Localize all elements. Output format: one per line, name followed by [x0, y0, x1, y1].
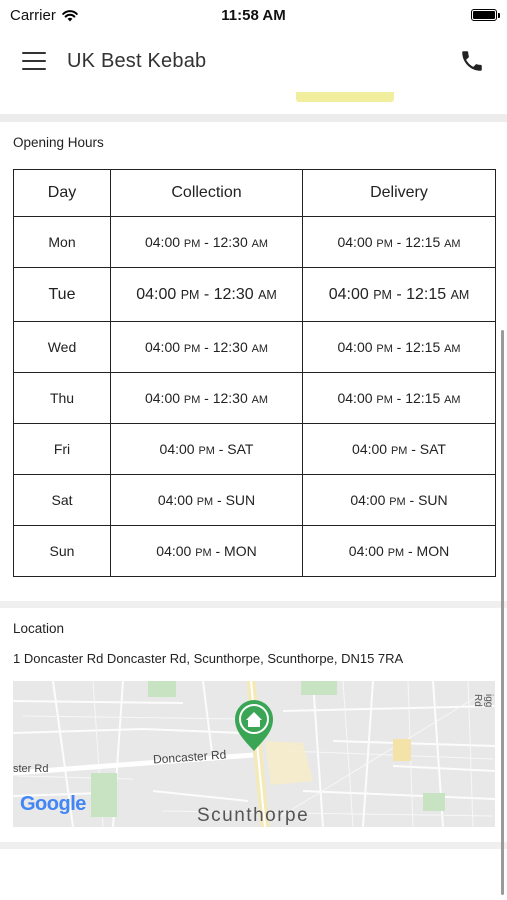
delivery-cell: 04:00 PM - SAT [303, 424, 496, 475]
previous-section-strip [0, 92, 507, 122]
opening-hours-table [13, 169, 496, 577]
road-label-left: ster Rd [13, 763, 49, 775]
day-cell: Tue [14, 268, 111, 322]
table-row [14, 475, 496, 526]
day-cell: Mon [14, 217, 111, 268]
status-bar [0, 0, 507, 30]
carrier-label: Carrier [10, 6, 56, 24]
collection-cell: 04:00 PM - 12:30 AM [111, 373, 303, 424]
section-divider [0, 842, 507, 849]
scrollbar[interactable] [501, 330, 504, 895]
location-map[interactable] [13, 681, 495, 827]
collection-cell: 04:00 PM - 12:30 AM [111, 217, 303, 268]
collection-cell: 04:00 PM - 12:30 AM [111, 268, 303, 322]
day-cell: Thu [14, 373, 111, 424]
address-text: 1 Doncaster Rd Doncaster Rd, Scunthorpe, Scunthorpe, DN15 7RA [13, 651, 404, 666]
table-row [14, 217, 496, 268]
delivery-cell: 04:00 PM - SUN [303, 475, 496, 526]
delivery-cell: 04:00 PM - 12:15 AM [303, 373, 496, 424]
hamburger-menu-icon[interactable] [22, 52, 46, 70]
wifi-icon [61, 9, 79, 22]
delivery-cell: 04:00 PM - 12:15 AM [303, 268, 496, 322]
status-time: 11:58 AM [221, 6, 286, 24]
day-cell: Wed [14, 322, 111, 373]
google-logo: Google [20, 793, 86, 815]
day-cell: Sat [14, 475, 111, 526]
opening-hours-title: Opening Hours [13, 135, 104, 150]
header-day: Day [14, 170, 111, 217]
collection-cell: 04:00 PM - SUN [111, 475, 303, 526]
city-label: Scunthorpe [197, 805, 310, 826]
collection-cell: 04:00 PM - MON [111, 526, 303, 577]
phone-icon[interactable] [459, 48, 485, 74]
table-header-row [14, 170, 496, 217]
table-row [14, 373, 496, 424]
road-label-doncaster: Doncaster Rd [152, 747, 227, 767]
section-divider [0, 601, 507, 608]
collection-cell: 04:00 PM - 12:30 AM [111, 322, 303, 373]
status-left [10, 7, 160, 24]
road-label-corner: igg Rd [472, 694, 494, 708]
table-row [14, 526, 496, 577]
table-row [14, 268, 496, 322]
delivery-cell: 04:00 PM - 12:15 AM [303, 217, 496, 268]
delivery-cell: 04:00 PM - MON [303, 526, 496, 577]
header-collection: Collection [111, 170, 303, 217]
page-title: UK Best Kebab [67, 49, 207, 72]
day-cell: Sun [14, 526, 111, 577]
collection-cell: 04:00 PM - SAT [111, 424, 303, 475]
table-row [14, 322, 496, 373]
location-title: Location [13, 621, 65, 636]
status-right [347, 9, 497, 21]
table-row [14, 424, 496, 475]
nav-bar [0, 30, 507, 92]
battery-icon [471, 9, 497, 21]
header-delivery: Delivery [303, 170, 496, 217]
delivery-cell: 04:00 PM - 12:15 AM [303, 322, 496, 373]
day-cell: Fri [14, 424, 111, 475]
action-button-edge[interactable] [296, 92, 394, 102]
